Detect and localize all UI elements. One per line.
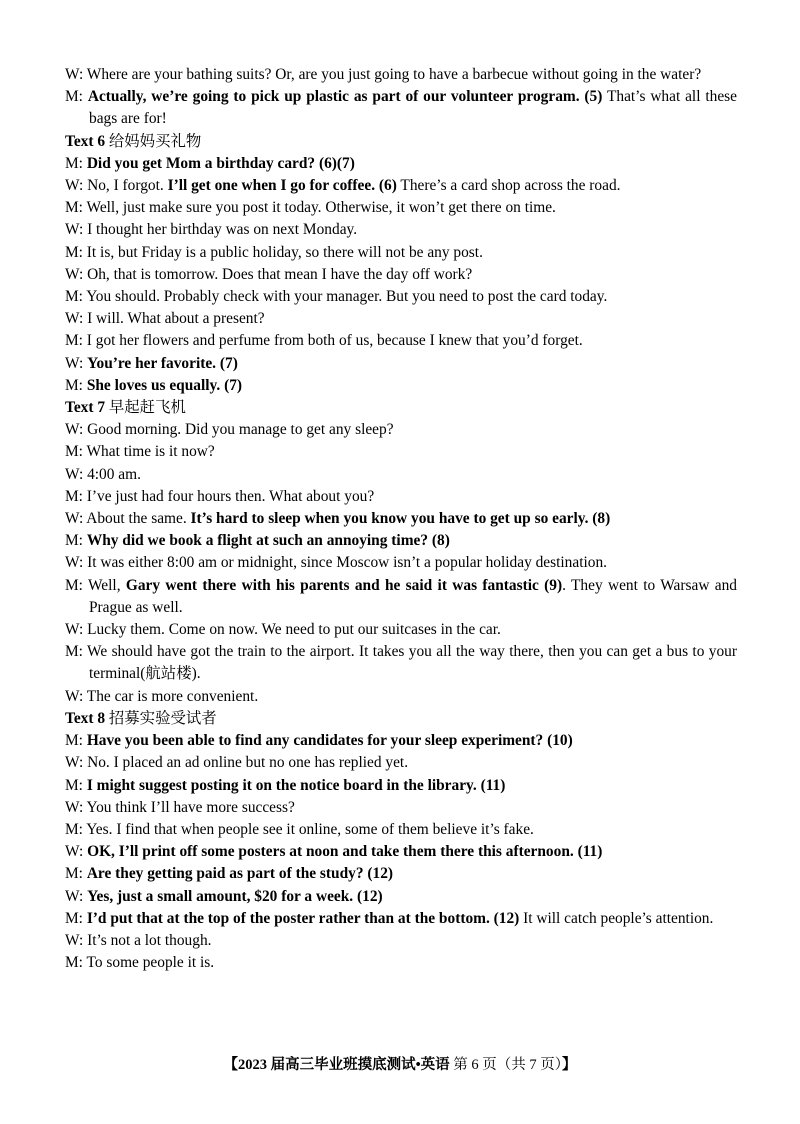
dialogue-line	[65, 441, 737, 463]
text-segment: W: 4:00 am.	[65, 465, 141, 483]
dialogue-line	[65, 508, 737, 530]
text-segment: W:	[65, 354, 88, 372]
text-segment: 早起赶飞机	[105, 399, 186, 417]
footer-exam-title: 2023 届高三毕业班摸底测试	[237, 1057, 416, 1073]
dialogue-line	[65, 86, 737, 130]
dialogue-line	[65, 908, 737, 930]
text-segment: M: Well, just make sure you post it today. Otherwise, it won’t get there on time.	[65, 199, 556, 217]
text-segment: M:	[65, 732, 87, 750]
dialogue-line	[65, 197, 737, 219]
bold-segment: I might suggest posting it on the notice board in the library. (11)	[86, 776, 506, 794]
section-heading	[65, 708, 737, 730]
text-segment: M:	[65, 88, 88, 106]
dialogue-line	[65, 486, 737, 508]
bold-segment: I’d put that at the top of the poster rather than at the bottom. (12)	[86, 909, 520, 927]
text-segment: W:	[65, 887, 88, 905]
text-segment: W: Where are your bathing suits? Or, are you just going to have a barbecue without going in the water?	[65, 66, 702, 83]
dialogue-line	[65, 819, 737, 841]
bold-segment: OK, I’ll print off some posters at noon and take them there this afternoon. (11)	[87, 843, 603, 861]
dialogue-line	[65, 375, 737, 397]
dialogue-line	[65, 419, 737, 441]
text-segment: M: I’ve just had four hours then. What about you?	[65, 487, 375, 505]
text-segment: M: To some people it is.	[65, 954, 215, 972]
dialogue-line	[65, 330, 737, 352]
dialogue-line	[65, 242, 737, 264]
dialogue-line	[65, 619, 737, 641]
text-segment: M: Yes. I find that when people see it online, some of them believe it’s fake.	[65, 820, 534, 838]
dialogue-line	[65, 930, 737, 952]
dialogue-line	[65, 64, 737, 86]
text-segment: W: Good morning. Did you manage to get any sleep?	[65, 421, 394, 439]
text-segment: M:	[65, 776, 87, 794]
text-segment: W: You think I’ll have more success?	[65, 798, 295, 816]
text-segment: M: Well,	[65, 576, 126, 594]
dialogue-line	[65, 308, 737, 330]
dialogue-line	[65, 863, 737, 885]
text-segment: 给妈妈买礼物	[105, 132, 202, 150]
text-segment: W: I will. What about a present?	[65, 310, 265, 328]
text-segment: M:	[65, 865, 87, 883]
text-segment: W: The car is more convenient.	[65, 687, 259, 705]
bold-segment: Text 7	[65, 399, 106, 417]
dialogue-line	[65, 264, 737, 286]
dialogue-line	[65, 575, 737, 619]
bold-segment: Why did we book a flight at such an annoying time? (8)	[86, 532, 450, 550]
bold-segment: Are they getting paid as part of the study? (12)	[86, 865, 394, 883]
bold-segment: She loves us equally. (7)	[86, 376, 243, 394]
dialogue-line	[65, 730, 737, 752]
text-segment: M: We should have got the train to the airport. It takes you all the way there, then you can get a bus to your terminal(航站楼).	[65, 643, 737, 683]
bold-segment: Actually, we’re going to pick up plastic as part of our volunteer program. (5)	[87, 88, 603, 106]
dialogue-line	[65, 286, 737, 308]
bold-segment: Text 8	[65, 709, 106, 727]
text-segment: W:	[65, 843, 88, 861]
section-heading	[65, 131, 737, 153]
text-segment: M:	[65, 909, 87, 927]
text-segment: There’s a card shop across the road.	[396, 177, 621, 195]
text-segment: W: No. I placed an ad online but no one has replied yet.	[65, 754, 409, 772]
bold-segment: Text 6	[65, 132, 106, 150]
bold-segment: Gary went there with his parents and he said it was fantastic (9)	[125, 576, 563, 594]
dialogue-line	[65, 641, 737, 685]
dialogue-line	[65, 464, 737, 486]
text-segment: That’s what all these bags are for!	[89, 88, 737, 128]
text-segment: M: What time is it now?	[65, 443, 215, 461]
dialogue-line	[65, 175, 737, 197]
footer-close-bracket: 】	[562, 1057, 577, 1073]
dialogue-line	[65, 552, 737, 574]
text-segment: M:	[65, 532, 87, 550]
footer-separator: •	[415, 1057, 421, 1073]
bold-segment: Yes, just a small amount, $20 for a week. (12)	[87, 887, 383, 905]
text-segment: 招募实验受试者	[105, 709, 217, 727]
bold-segment: Did you get Mom a birthday card? (6)(7)	[86, 154, 355, 172]
section-heading	[65, 397, 737, 419]
bold-segment: You’re her favorite. (7)	[87, 354, 238, 372]
text-segment: It will catch people’s attention.	[519, 909, 714, 927]
footer-page-info: 第 6 页（共 7 页）	[449, 1057, 563, 1073]
dialogue-line	[65, 797, 737, 819]
dialogue-line	[65, 775, 737, 797]
text-segment: W: Oh, that is tomorrow. Does that mean I have the day off work?	[65, 265, 473, 283]
dialogue-line	[65, 952, 737, 974]
footer-subject: 英语	[420, 1057, 450, 1073]
dialogue-line	[65, 886, 737, 908]
dialogue-line	[65, 841, 737, 863]
dialogue-line	[65, 530, 737, 552]
text-segment: W: I thought her birthday was on next Monday.	[65, 221, 358, 239]
text-segment: W: It was either 8:00 am or midnight, since Moscow isn’t a popular holiday destination.	[65, 554, 607, 572]
text-segment: M: I got her flowers and perfume from both of us, because I knew that you’d forget.	[65, 332, 583, 350]
dialogue-line	[65, 752, 737, 774]
dialogue-line	[65, 219, 737, 241]
bold-segment: Have you been able to find any candidates for your sleep experiment? (10)	[86, 732, 573, 750]
footer-open-bracket: 【	[223, 1057, 238, 1073]
bold-segment: It’s hard to sleep when you know you have to get up so early. (8)	[190, 510, 611, 528]
transcript-content	[65, 64, 737, 974]
text-segment: W: It’s not a lot though.	[65, 931, 212, 949]
text-segment: W: About the same.	[65, 510, 191, 528]
page-footer	[0, 1053, 800, 1074]
text-segment: M:	[65, 376, 87, 394]
bold-segment: I’ll get one when I go for coffee. (6)	[167, 177, 397, 195]
text-segment: W: Lucky them. Come on now. We need to put our suitcases in the car.	[65, 621, 501, 639]
text-segment: M: It is, but Friday is a public holiday, so there will not be any post.	[65, 243, 483, 261]
dialogue-line	[65, 353, 737, 375]
text-segment: M:	[65, 154, 87, 172]
text-segment: . They went to Warsaw and Prague as well.	[89, 576, 738, 616]
dialogue-line	[65, 153, 737, 175]
text-segment: W: No, I forgot.	[65, 177, 168, 195]
text-segment: M: You should. Probably check with your manager. But you need to post the card today.	[65, 288, 608, 306]
dialogue-line	[65, 686, 737, 708]
